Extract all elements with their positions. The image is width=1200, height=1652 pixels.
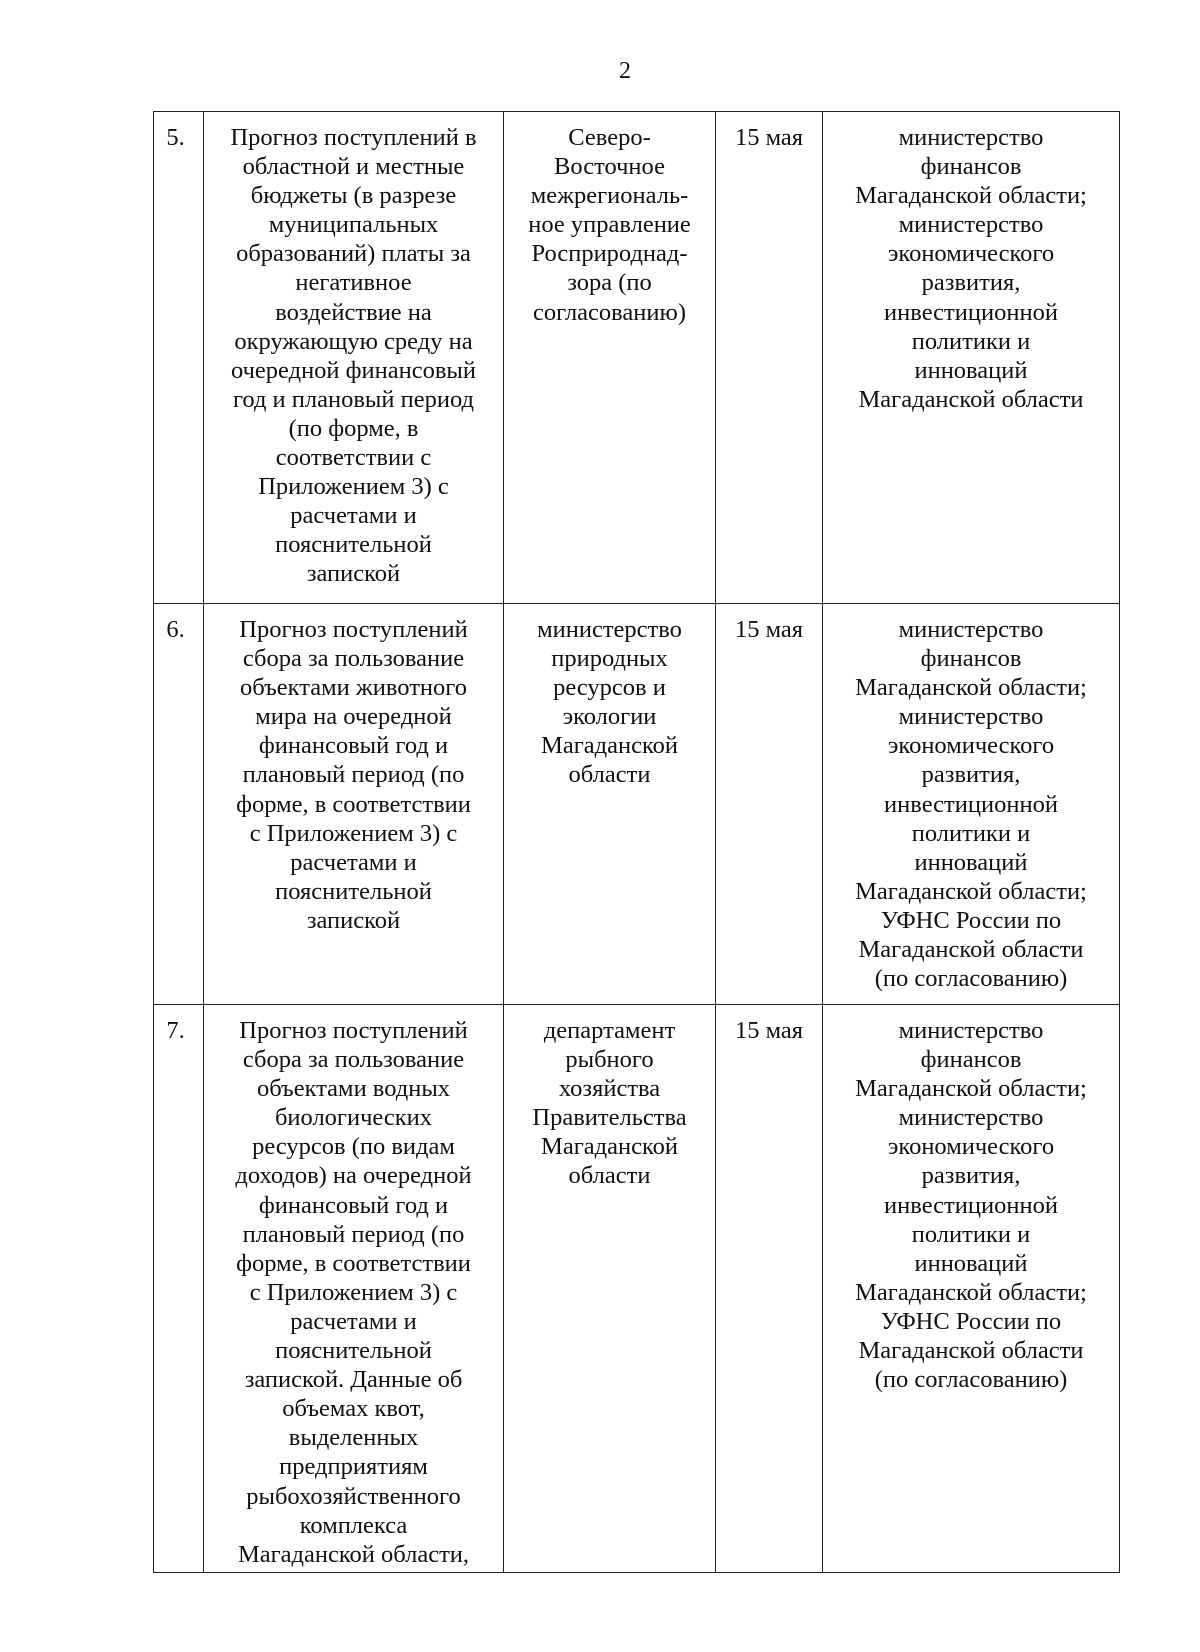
page-number: 2 bbox=[619, 58, 631, 84]
row-responsible: министерство природных ресурсов и экологии Магаданской области bbox=[504, 604, 716, 1005]
row-deadline: 15 мая bbox=[716, 604, 823, 1005]
row-number: 7. bbox=[154, 1005, 204, 1573]
row-deadline: 15 мая bbox=[716, 112, 823, 604]
row-description: Прогноз поступлений в областной и местные бюджеты (в разрезе муниципальных образований) платы за негативное воздействие на окружающую среду на очередной финансовый год и плановый период (по форме, в соответствии с Приложением 3) с расчетами и пояснительной запиской bbox=[204, 112, 504, 604]
row-description: Прогноз поступлений сбора за пользование объектами животного мира на очередной финансовый год и плановый период (по форме, в соответствии с Приложением 3) с расчетами и пояснительной запиской bbox=[204, 604, 504, 1005]
table-row bbox=[154, 1005, 1120, 1573]
plan-table bbox=[153, 111, 1120, 1573]
row-recipients: министерство финансов Магаданской области; министерство экономического развития, инвестиционной политики и инноваций Магаданской области; УФНС России по Магаданской области (по согласованию) bbox=[823, 604, 1120, 1005]
table-row bbox=[154, 112, 1120, 604]
row-number: 5. bbox=[154, 112, 204, 604]
row-responsible: Северо- Восточное межрегиональ- ное управление Росприроднад- зора (по согласованию) bbox=[504, 112, 716, 604]
row-deadline: 15 мая bbox=[716, 1005, 823, 1573]
row-responsible: департамент рыбного хозяйства Правительства Магаданской области bbox=[504, 1005, 716, 1573]
row-recipients: министерство финансов Магаданской области; министерство экономического развития, инвестиционной политики и инноваций Магаданской области bbox=[823, 112, 1120, 604]
row-recipients: министерство финансов Магаданской области; министерство экономического развития, инвестиционной политики и инноваций Магаданской области; УФНС России по Магаданской области (по согласованию) bbox=[823, 1005, 1120, 1573]
row-number: 6. bbox=[154, 604, 204, 1005]
row-description: Прогноз поступлений сбора за пользование объектами водных биологических ресурсов (по видам доходов) на очередной финансовый год и плановый период (по форме, в соответствии с Приложением 3) с расчетами и пояснительной запиской. Данные об объемах квот, выделенных предприятиям рыбохозяйственного комплекса Магаданской области, bbox=[204, 1005, 504, 1573]
table-row bbox=[154, 604, 1120, 1005]
